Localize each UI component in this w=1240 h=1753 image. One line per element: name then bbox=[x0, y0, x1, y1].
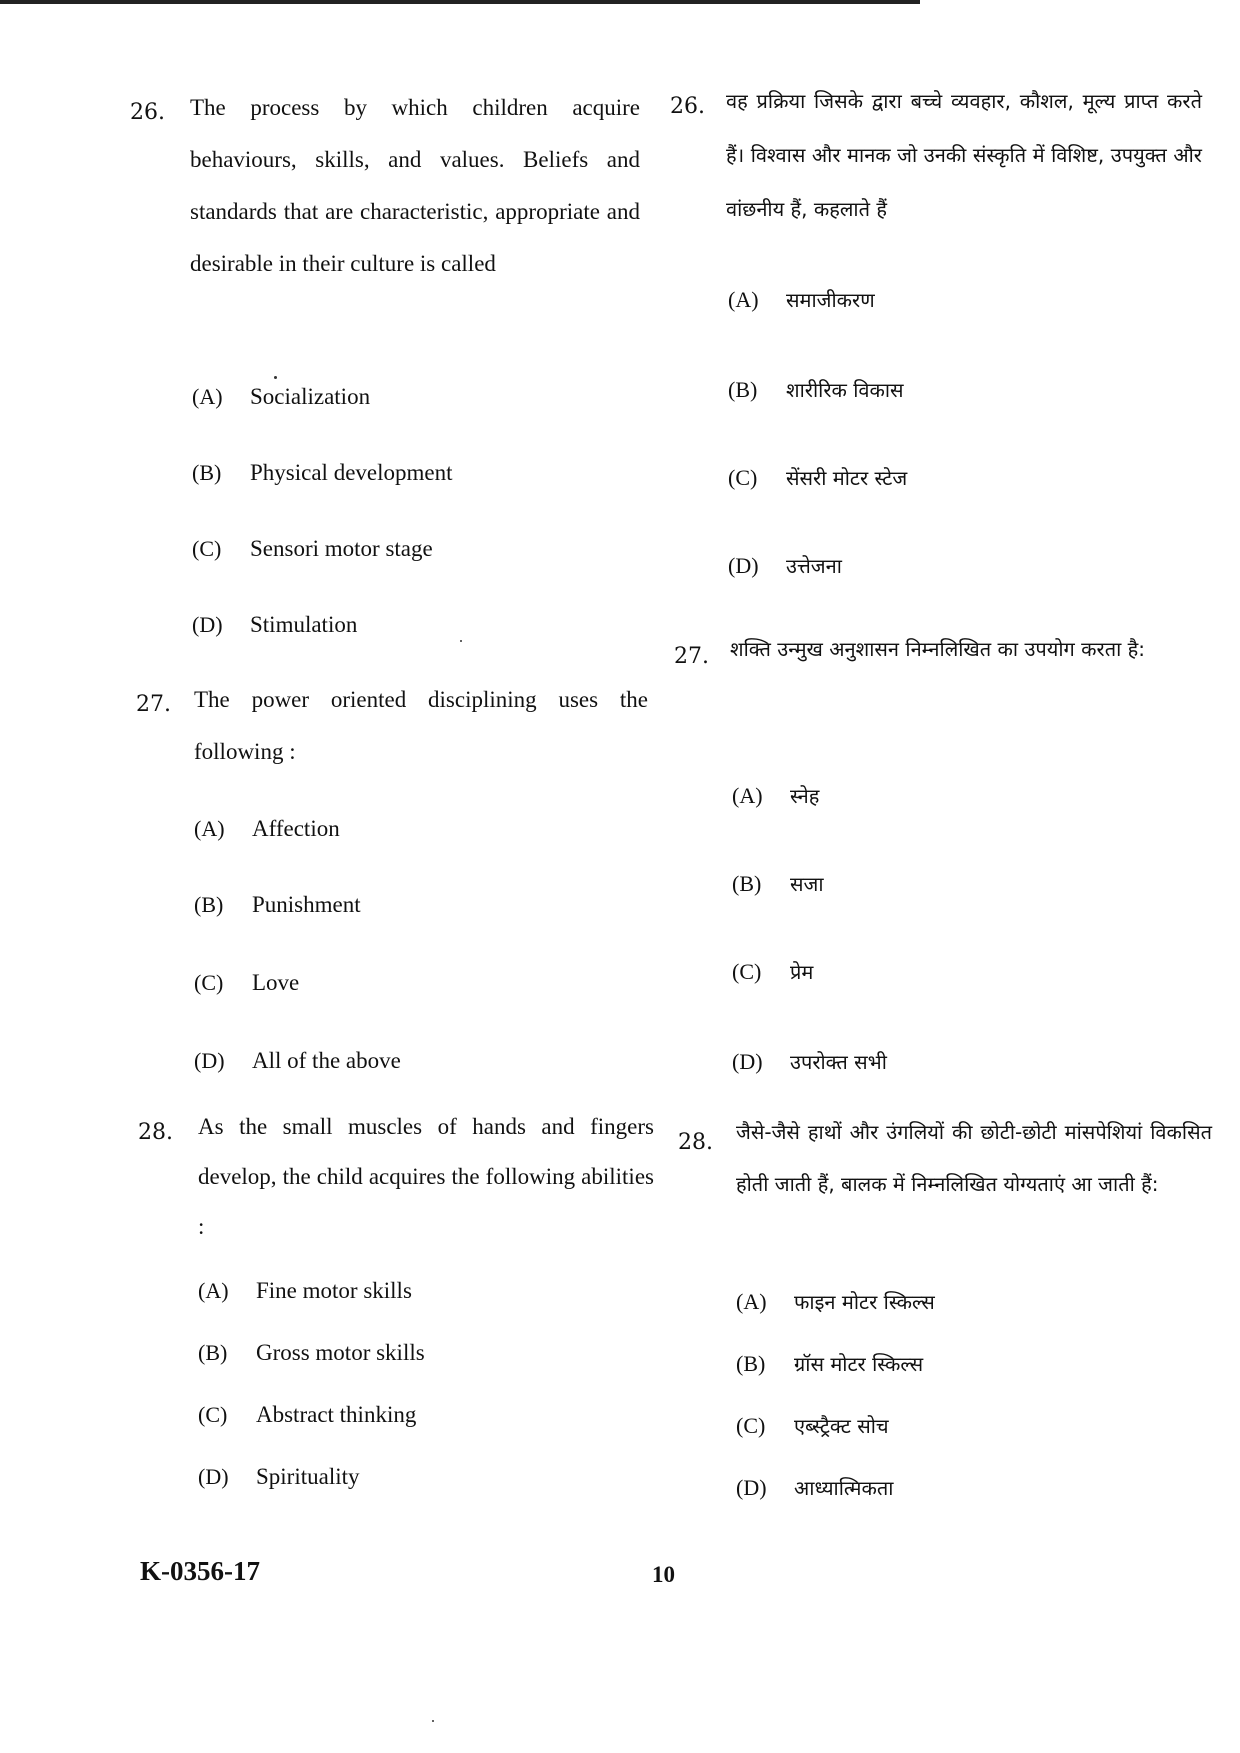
option-text: Stimulation bbox=[250, 612, 358, 637]
option-b[interactable] bbox=[732, 870, 824, 897]
option-d[interactable] bbox=[728, 552, 842, 579]
option-letter: (B) bbox=[198, 1340, 228, 1365]
option-letter: (B) bbox=[736, 1351, 766, 1376]
option-d[interactable] bbox=[732, 1048, 887, 1075]
option-letter: (B) bbox=[732, 871, 762, 896]
question-text: The power oriented disciplining uses the following : bbox=[194, 687, 648, 764]
option-letter: (A) bbox=[736, 1289, 767, 1314]
option-b[interactable] bbox=[192, 460, 453, 486]
question-text: शक्ति उन्मुख अनुशासन निम्नलिखित का उपयोग करता है: bbox=[730, 637, 1145, 661]
option-d[interactable] bbox=[198, 1464, 360, 1490]
question-number: 26. bbox=[670, 94, 705, 119]
option-letter: (C) bbox=[732, 959, 762, 984]
question-number: 28. bbox=[678, 1130, 713, 1155]
option-c[interactable] bbox=[728, 464, 907, 491]
question-text: जैसे-जैसे हाथों और उंगलियों की छोटी-छोटी मांसपेशियां विकसित होती जाती हैं, बालक में निम्नलिखित योग्यताएं आ जाती हैं: bbox=[736, 1120, 1212, 1196]
scan-speck bbox=[460, 640, 462, 642]
option-letter: (A) bbox=[192, 384, 223, 409]
option-letter: (B) bbox=[194, 892, 224, 917]
option-text: उपरोक्त सभी bbox=[790, 1050, 887, 1074]
option-text: Spirituality bbox=[256, 1464, 360, 1489]
option-c[interactable] bbox=[194, 970, 299, 996]
option-letter: (B) bbox=[192, 460, 222, 485]
option-d[interactable] bbox=[194, 1048, 401, 1074]
option-text: Affection bbox=[252, 816, 340, 841]
option-text: All of the above bbox=[252, 1048, 401, 1073]
option-letter: (D) bbox=[732, 1049, 763, 1074]
option-letter: (C) bbox=[736, 1413, 766, 1438]
option-b[interactable] bbox=[736, 1350, 923, 1377]
option-letter: (D) bbox=[194, 1048, 225, 1073]
option-letter: (C) bbox=[198, 1402, 228, 1427]
option-text: शारीरिक विकास bbox=[786, 378, 904, 402]
option-c[interactable] bbox=[736, 1412, 889, 1439]
option-text: Love bbox=[252, 970, 300, 995]
option-letter: (C) bbox=[194, 970, 224, 995]
option-letter: (D) bbox=[198, 1464, 229, 1489]
option-text: ग्रॉस मोटर स्किल्स bbox=[794, 1352, 924, 1376]
option-text: सजा bbox=[790, 872, 824, 896]
option-text: उत्तेजना bbox=[786, 554, 842, 578]
option-text: Physical development bbox=[250, 460, 453, 485]
option-text: Gross motor skills bbox=[256, 1340, 425, 1365]
option-text: Socialization bbox=[250, 384, 371, 409]
option-text: प्रेम bbox=[790, 960, 814, 984]
option-letter: (D) bbox=[736, 1475, 767, 1500]
option-letter: (B) bbox=[728, 377, 758, 402]
option-text: Sensori motor stage bbox=[250, 536, 433, 561]
option-text: समाजीकरण bbox=[786, 288, 875, 312]
option-text: सेंसरी मोटर स्टेज bbox=[786, 466, 908, 490]
option-letter: (C) bbox=[728, 465, 758, 490]
question-number: 27. bbox=[136, 692, 171, 717]
scan-speck bbox=[432, 1720, 434, 1722]
option-letter: (A) bbox=[732, 783, 763, 808]
page-number: 10 bbox=[652, 1562, 675, 1587]
option-text: आध्यात्मिकता bbox=[794, 1476, 894, 1500]
option-c[interactable] bbox=[198, 1402, 416, 1428]
question-number: 28. bbox=[138, 1120, 173, 1145]
option-letter: (C) bbox=[192, 536, 222, 561]
question-text: The process by which children acquire behaviours, skills, and values. Beliefs and standards that are characteristic, appropriate and desirable in their culture is called bbox=[190, 95, 640, 276]
option-b[interactable] bbox=[198, 1340, 425, 1366]
option-d[interactable] bbox=[192, 612, 357, 638]
option-letter: (A) bbox=[194, 816, 225, 841]
option-a[interactable] bbox=[194, 816, 340, 842]
question-number: 26. bbox=[130, 100, 165, 125]
option-b[interactable] bbox=[728, 376, 904, 403]
question-text: वह प्रक्रिया जिसके द्वारा बच्चे व्यवहार, कौशल, मूल्य प्राप्त करते हैं। विश्वास और मानक जो उनकी संस्कृति में विशिष्ट, उपयुक्त और वांछनीय हैं, कहलाते हैं bbox=[726, 89, 1202, 221]
question-number: 27. bbox=[674, 644, 709, 669]
option-letter: (A) bbox=[198, 1278, 229, 1303]
option-a[interactable] bbox=[732, 782, 819, 809]
option-text: स्नेह bbox=[790, 784, 820, 808]
option-d[interactable] bbox=[736, 1474, 893, 1501]
option-letter: (D) bbox=[192, 612, 223, 637]
option-a[interactable] bbox=[736, 1288, 935, 1315]
option-text: एब्स्ट्रैक्ट सोच bbox=[794, 1414, 889, 1438]
scan-speck bbox=[274, 376, 277, 379]
option-text: Punishment bbox=[252, 892, 361, 917]
option-letter: (A) bbox=[728, 287, 759, 312]
option-c[interactable] bbox=[732, 958, 813, 985]
option-a[interactable] bbox=[728, 286, 875, 313]
question-text: As the small muscles of hands and fingers develop, the child acquires the following abilities : bbox=[198, 1114, 654, 1239]
top-rule bbox=[0, 0, 920, 4]
option-text: Abstract thinking bbox=[256, 1402, 417, 1427]
paper-code: K-0356-17 bbox=[140, 1556, 260, 1586]
option-text: फाइन मोटर स्किल्स bbox=[794, 1290, 935, 1314]
option-text: Fine motor skills bbox=[256, 1278, 412, 1303]
option-a[interactable] bbox=[192, 384, 370, 410]
option-a[interactable] bbox=[198, 1278, 412, 1304]
option-letter: (D) bbox=[728, 553, 759, 578]
option-b[interactable] bbox=[194, 892, 361, 918]
option-c[interactable] bbox=[192, 536, 433, 562]
